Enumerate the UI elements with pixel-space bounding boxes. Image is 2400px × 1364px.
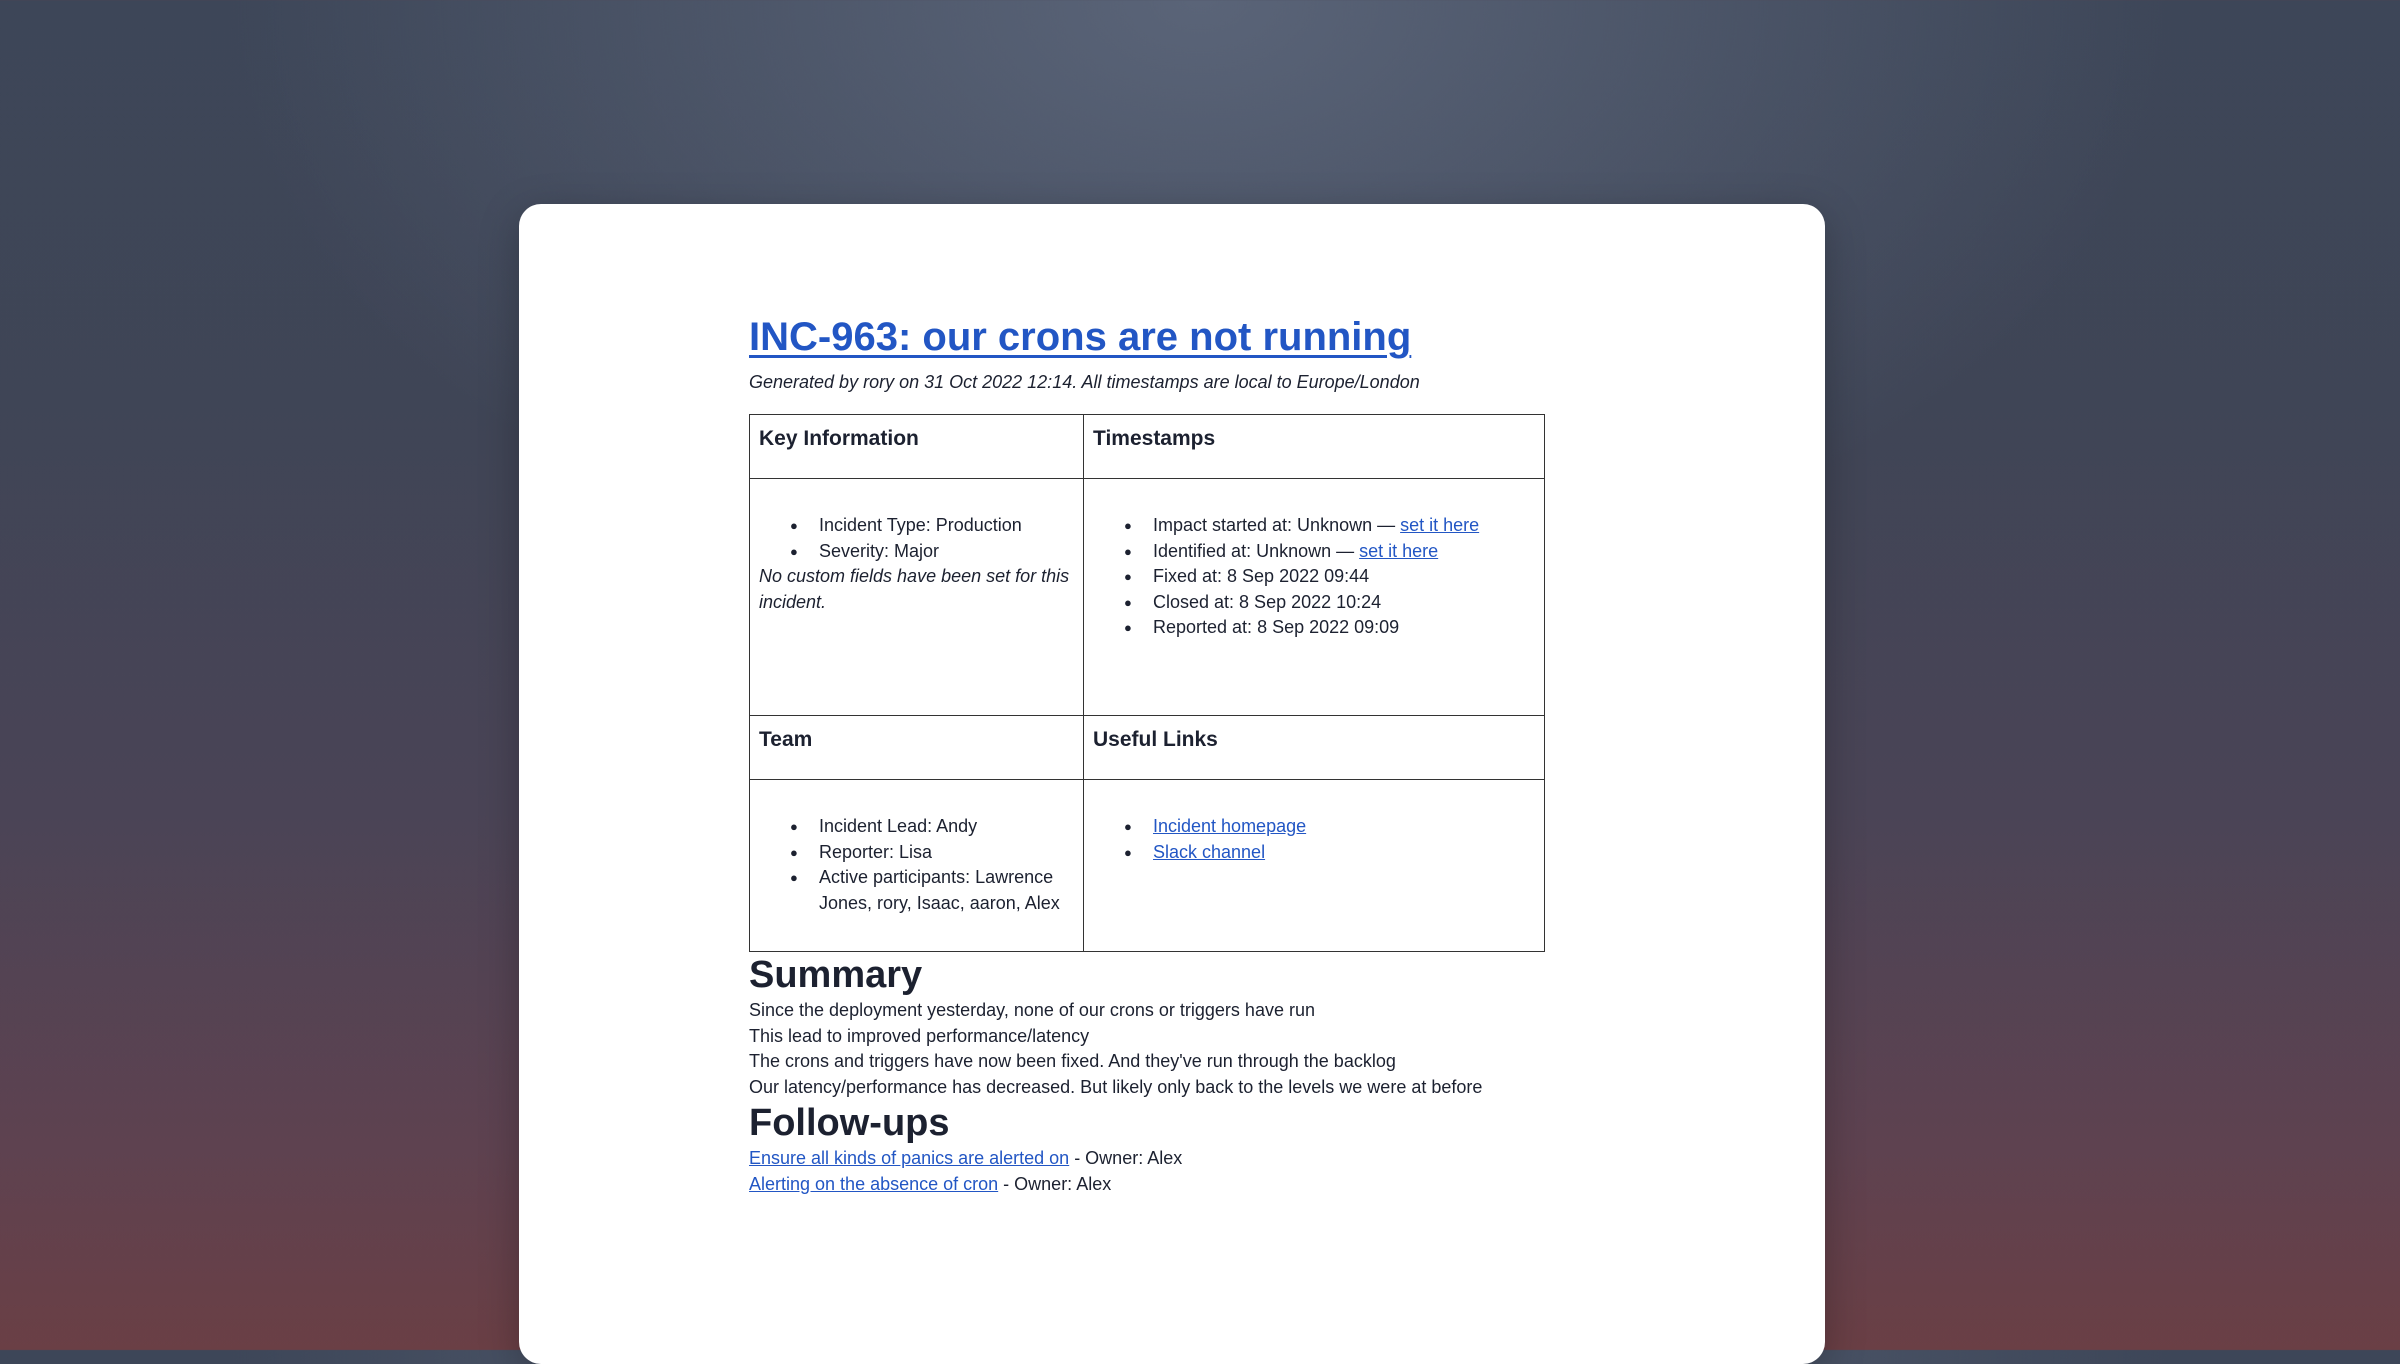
- list-item: ● Reported at: 8 Sep 2022 09:09: [1093, 615, 1535, 641]
- list-item: [1093, 539, 1535, 565]
- followup-link-cron[interactable]: Alerting on the absence of cron: [749, 1173, 999, 1194]
- summary-text: [749, 998, 1549, 1100]
- team-list: [759, 814, 1074, 916]
- followups-heading: Follow-ups: [749, 1102, 950, 1144]
- key-information-header: [750, 415, 1084, 479]
- timestamps-cell: [1084, 479, 1545, 716]
- key-information-list: [759, 513, 1074, 564]
- followup-item: [749, 1146, 1549, 1172]
- timestamps-header: [1084, 415, 1545, 479]
- list-item: ● Severity: Major: [759, 539, 1074, 565]
- summary-line: Since the deployment yesterday, none of our crons or triggers have run: [749, 1000, 1315, 1020]
- useful-links-list: [1093, 814, 1535, 865]
- document-body: [749, 300, 1549, 1197]
- list-item: [1093, 513, 1535, 539]
- list-item: [1093, 814, 1535, 840]
- list-item: ● Incident Lead: Andy: [759, 814, 1074, 840]
- list-item: [1093, 840, 1535, 866]
- impact-started-text: Impact started at: Unknown —: [1153, 515, 1401, 535]
- list-item: ● Active participants: Lawrence Jones, rory, Isaac, aaron, Alex: [759, 865, 1074, 916]
- timestamps-list: [1093, 513, 1535, 641]
- team-heading: Team: [759, 728, 813, 751]
- followups-list: [749, 1146, 1549, 1197]
- set-identified-link[interactable]: set it here: [1359, 540, 1439, 561]
- followup-owner: - Owner: Alex: [998, 1173, 1112, 1194]
- identified-text: Identified at: Unknown —: [1153, 540, 1360, 561]
- followup-link-panics[interactable]: Ensure all kinds of panics are alerted on: [749, 1148, 1070, 1168]
- summary-line: Our latency/performance has decreased. But likely only back to the levels we were at before: [749, 1076, 1483, 1097]
- custom-fields-note: No custom fields have been set for this incident.: [759, 566, 1070, 612]
- incident-info-table: [749, 414, 1545, 952]
- followup-item: [749, 1172, 1549, 1198]
- document-subtitle: Generated by rory on 31 Oct 2022 12:14. All timestamps are local to Europe/London: [749, 372, 1420, 392]
- set-impact-started-link[interactable]: set it here: [1400, 515, 1480, 535]
- incident-homepage-link[interactable]: Incident homepage: [1153, 816, 1307, 836]
- summary-heading: Summary: [749, 954, 923, 996]
- useful-links-heading: Useful Links: [1093, 728, 1218, 751]
- summary-line: The crons and triggers have now been fixed. And they've run through the backlog: [749, 1051, 1396, 1071]
- list-item: ● Reporter: Lisa: [759, 840, 1074, 866]
- useful-links-cell: [1084, 780, 1545, 952]
- team-header: [750, 716, 1084, 780]
- list-item: ● Fixed at: 8 Sep 2022 09:44: [1093, 564, 1535, 590]
- team-cell: [750, 780, 1084, 952]
- followup-owner: - Owner: Alex: [1069, 1148, 1183, 1168]
- summary-line: This lead to improved performance/latency: [749, 1025, 1090, 1046]
- document-title-link[interactable]: INC-963: our crons are not running: [749, 315, 1412, 359]
- slack-channel-link[interactable]: Slack channel: [1153, 841, 1266, 862]
- key-information-heading: Key Information: [759, 427, 919, 450]
- list-item: ● Closed at: 8 Sep 2022 10:24: [1093, 590, 1535, 616]
- useful-links-header: [1084, 716, 1545, 780]
- timestamps-heading: Timestamps: [1093, 427, 1216, 450]
- list-item: ● Incident Type: Production: [759, 513, 1074, 539]
- key-information-cell: [750, 479, 1084, 716]
